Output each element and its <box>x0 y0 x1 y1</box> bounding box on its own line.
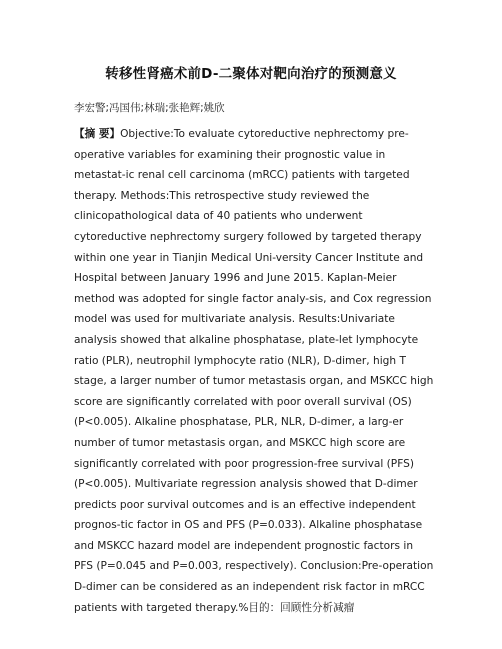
abstract-paragraph <box>74 124 434 618</box>
document-title: 转移性肾癌术前D-二聚体对靶向治疗的预测意义 <box>105 66 397 82</box>
abstract-label: 【摘 要】 <box>74 128 121 140</box>
abstract-text: Objective:To evaluate cytoreductive nephrectomy pre-operative variables for examining their prognostic value in metastat-ic renal cell carcinoma (mRCC) patients with targeted therapy. Methods:This retrospective study reviewed the clinicopathological data of 40 patients who underwent cytoreductive nephrectomy surgery followed by targeted therapy within one year in Tianjin Medical Uni-versity Cancer Institute and Hospital between January 1996 and June 2015. Kaplan-Meier method was adopted for single factor analy-sis, and Cox regression model was used for multivariate analysis. Results:Univariate analysis showed that alkaline phosphatase, plate-let lymphocyte ratio (PLR), neutrophil lymphocyte ratio (NLR), D-dimer, high T stage, a larger number of tumor metastasis organ, and MSKCC high score are significantly correlated with poor overall survival (OS) (P<0.005). Alkaline phosphatase, PLR, NLR, D-dimer, a larg-er number of tumor metastasis organ, and MSKCC high score are significantly correlated with poor progression-free survival (PFS) (P<0.005). Multivariate regression analysis showed that D-dimer predicts poor survival outcomes and is an effective independent prognos-tic factor in OS and PFS (P=0.033). Alkaline phosphatase and MSKCC hazard model are independent prognostic factors in PFS (P=0.045 and P=0.003, respectively). Conclusion:Pre-operation D-dimer can be considered as an independent risk factor in mRCC patients with targeted therapy.%目的：回顾性分析减瘤 <box>74 128 434 614</box>
author-list: 李宏警;冯国伟;林瑞;张艳辉;姚欣 <box>74 102 225 114</box>
